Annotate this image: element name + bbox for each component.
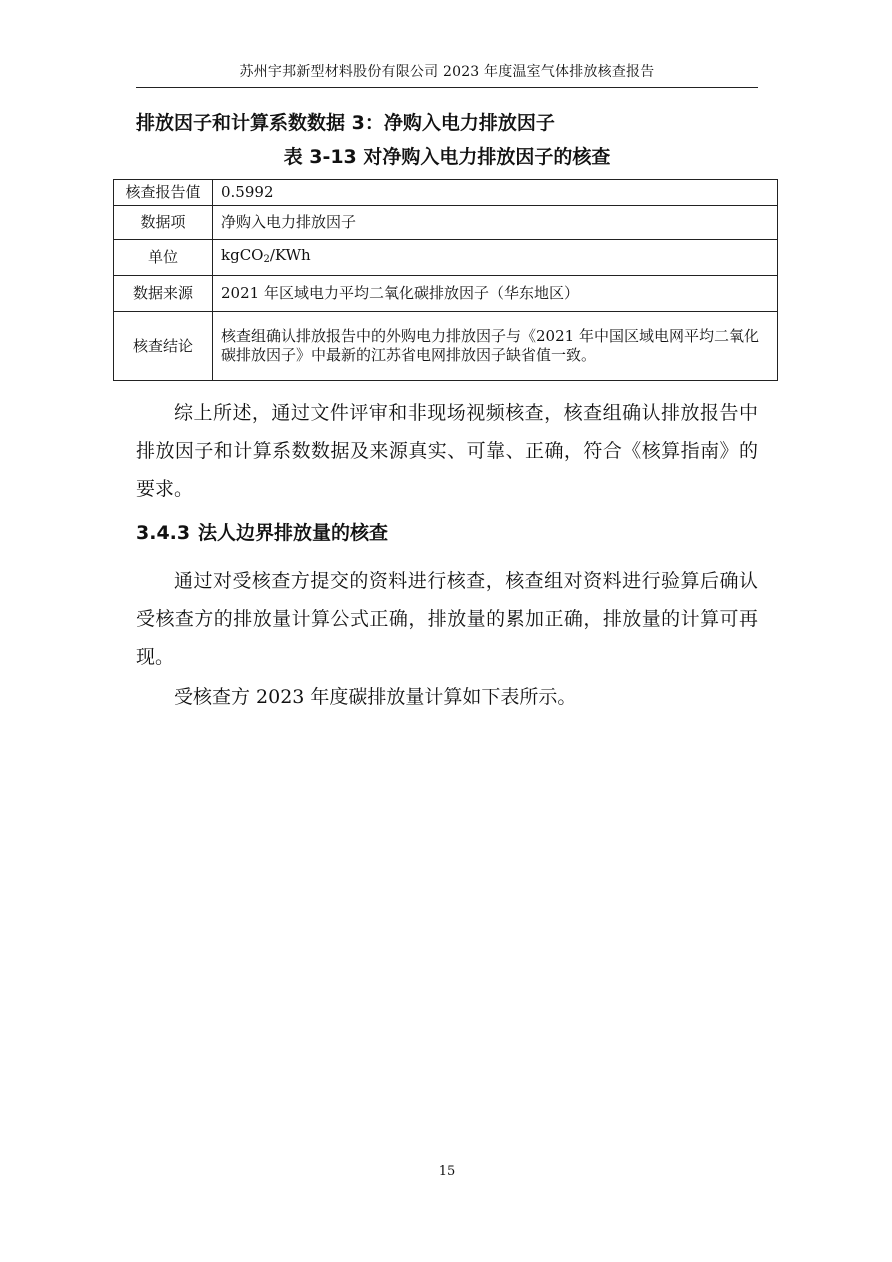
intro-paragraph: 受核查方 2023 年度碳排放量计算如下表所示。	[174, 686, 577, 708]
row-label: 数据项	[114, 206, 213, 240]
table-row	[114, 180, 778, 206]
table-row	[114, 312, 778, 381]
verification-paragraph: 通过对受核查方提交的资料进行核查，核查组对资料进行验算后确认受核查方的排放量计算公式正确，排放量的累加正确，排放量的计算可再现。	[136, 570, 758, 668]
row-label: 数据来源	[114, 276, 213, 312]
row-value: 核查组确认排放报告中的外购电力排放因子与《2021 年中国区域电网平均二氧化碳排放因子》中最新的江苏省电网排放因子缺省值一致。	[213, 312, 778, 381]
row-label: 核查结论	[114, 312, 213, 381]
unit-subscript: 2	[263, 254, 270, 265]
row-label: 单位	[114, 240, 213, 276]
page-number: 15	[438, 1164, 456, 1179]
table-row	[114, 206, 778, 240]
subsection-title: 法人边界排放量的核查	[198, 522, 389, 544]
section-heading: 排放因子和计算系数数据 3：净购入电力排放因子	[136, 112, 555, 134]
row-label: 核查报告值	[114, 180, 213, 206]
table-row	[114, 240, 778, 276]
verification-table	[113, 179, 778, 381]
row-value: 净购入电力排放因子	[213, 206, 778, 240]
header-divider	[136, 87, 758, 88]
subsection-number: 3.4.3	[136, 522, 191, 544]
unit-suffix: /KWh	[269, 246, 311, 264]
summary-paragraph: 综上所述，通过文件评审和非现场视频核查，核查组确认排放报告中排放因子和计算系数数据及来源真实、可靠、正确，符合《核算指南》的要求。	[136, 402, 758, 500]
row-value: 2021 年区域电力平均二氧化碳排放因子（华东地区）	[213, 276, 778, 312]
unit-prefix: kgCO	[221, 246, 264, 264]
page-header: 苏州宇邦新型材料股份有限公司 2023 年度温室气体排放核查报告	[239, 64, 655, 80]
subsection-heading	[136, 520, 388, 546]
table-caption: 表 3-13 对净购入电力排放因子的核查	[283, 146, 611, 168]
row-value: 0.5992	[213, 180, 778, 206]
row-value-unit	[213, 240, 778, 276]
table-row	[114, 276, 778, 312]
